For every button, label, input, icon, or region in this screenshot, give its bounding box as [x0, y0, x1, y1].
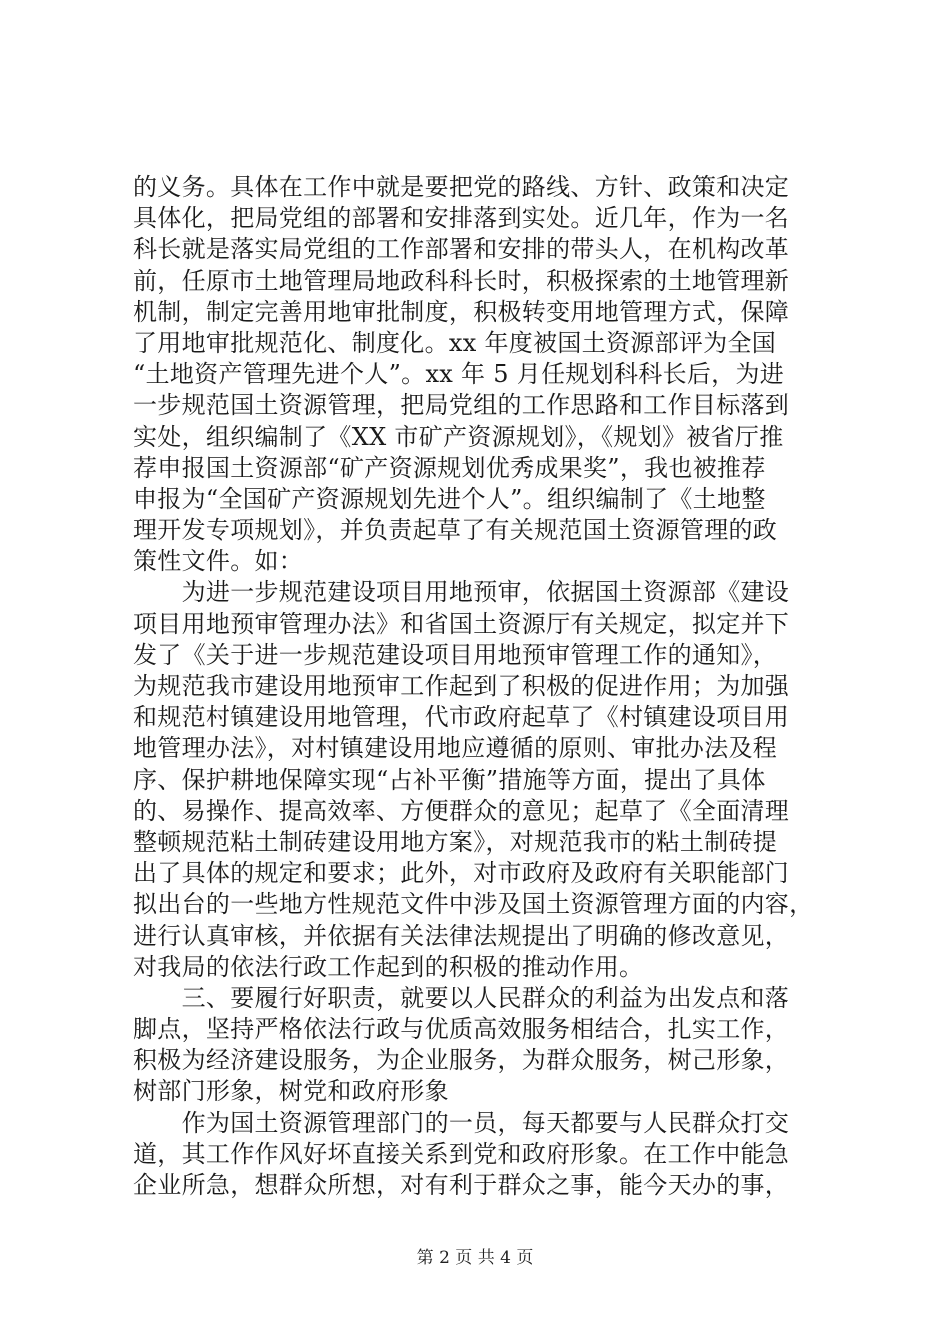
body-line: 科长就是落实局党组的工作部署和安排的带头人，在机构改革: [133, 235, 790, 264]
body-line: 拟出台的一些地方性规范文件中涉及国土资源管理方面的内容，: [133, 890, 814, 919]
body-line: 出了具体的规定和要求；此外，对市政府及政府有关职能部门: [133, 859, 790, 888]
document-body: [133, 172, 833, 1201]
body-line: 的义务。具体在工作中就是要把党的路线、方针、政策和决定: [133, 173, 790, 201]
body-line: 积极为经济建设服务，为企业服务，为群众服务，树己形象，: [133, 1046, 790, 1075]
body-line: 作为国土资源管理部门的一员，每天都要与人民群众打交: [133, 1108, 790, 1137]
body-line: 发了《关于进一步规范建设项目用地预审管理工作的通知》，: [133, 640, 778, 669]
body-line: 为进一步规范建设项目用地预审，依据国土资源部《建设: [133, 578, 790, 607]
body-line: 地管理办法》，对村镇建设用地应遵循的原则、审批办法及程: [133, 734, 778, 763]
body-line: 理开发专项规划》，并负责起草了有关规范国土资源管理的政: [133, 516, 778, 545]
body-line: 策性文件。如：: [133, 547, 304, 576]
body-line: 实处，组织编制了《XX 市矿产资源规划》，《规划》被省厅推: [133, 422, 784, 451]
body-line: 序、保护耕地保障实现“占补平衡”措施等方面，提出了具体: [133, 765, 766, 794]
body-line: 道，其工作作风好坏直接关系到党和政府形象。在工作中能急: [133, 1139, 790, 1168]
body-line: 脚点，坚持严格依法行政与优质高效服务相结合，扎实工作，: [133, 1015, 790, 1044]
body-line: 和规范村镇建设用地管理，代市政府起草了《村镇建设项目用: [133, 703, 790, 732]
body-line: 为规范我市建设用地预审工作起到了积极的促进作用；为加强: [133, 672, 790, 700]
body-line: 树部门形象，树党和政府形象: [133, 1077, 449, 1106]
body-line: 申报为“全国矿产资源规划先进个人”。组织编制了《土地整: [133, 484, 766, 513]
body-line: “土地资产管理先进个人”。xx 年 5 月任规划科科长后，为进: [133, 360, 785, 389]
body-line: 具体化，把局党组的部署和安排落到实处。近几年，作为一名: [133, 204, 790, 233]
body-line: 项目用地预审管理办法》和省国土资源厅有关规定，拟定并下: [133, 609, 790, 638]
body-line: 对我局的依法行政工作起到的积极的推动作用。: [133, 952, 644, 981]
body-line: 的、易操作、提高效率、方便群众的意见；起草了《全面清理: [133, 796, 790, 825]
body-line: 进行认真审核，并依据有关法律法规提出了明确的修改意见，: [133, 921, 790, 950]
body-line: 整顿规范粘土制砖建设用地方案》，对规范我市的粘土制砖提: [133, 827, 778, 856]
body-line: 一步规范国土资源管理，把局党组的工作思路和工作目标落到: [133, 391, 790, 420]
body-line: 荐申报国土资源部“矿产资源规划优秀成果奖”，我也被推荐: [133, 453, 766, 482]
body-line: 企业所急，想群众所想，对有利于群众之事，能今天办的事，: [133, 1171, 790, 1199]
page-number-label: 第 2 页 共 4 页: [416, 1248, 534, 1268]
body-line: 前，任原市土地管理局地政科科长时，积极探索的土地管理新: [133, 266, 790, 295]
body-line: 机制，制定完善用地审批制度，积极转变用地管理方式，保障: [133, 297, 790, 326]
page-footer: [0, 1243, 950, 1268]
body-line: 三、要履行好职责，就要以人民群众的利益为出发点和落: [133, 983, 790, 1012]
body-line: 了用地审批规范化、制度化。xx 年度被国土资源部评为全国: [133, 328, 777, 357]
